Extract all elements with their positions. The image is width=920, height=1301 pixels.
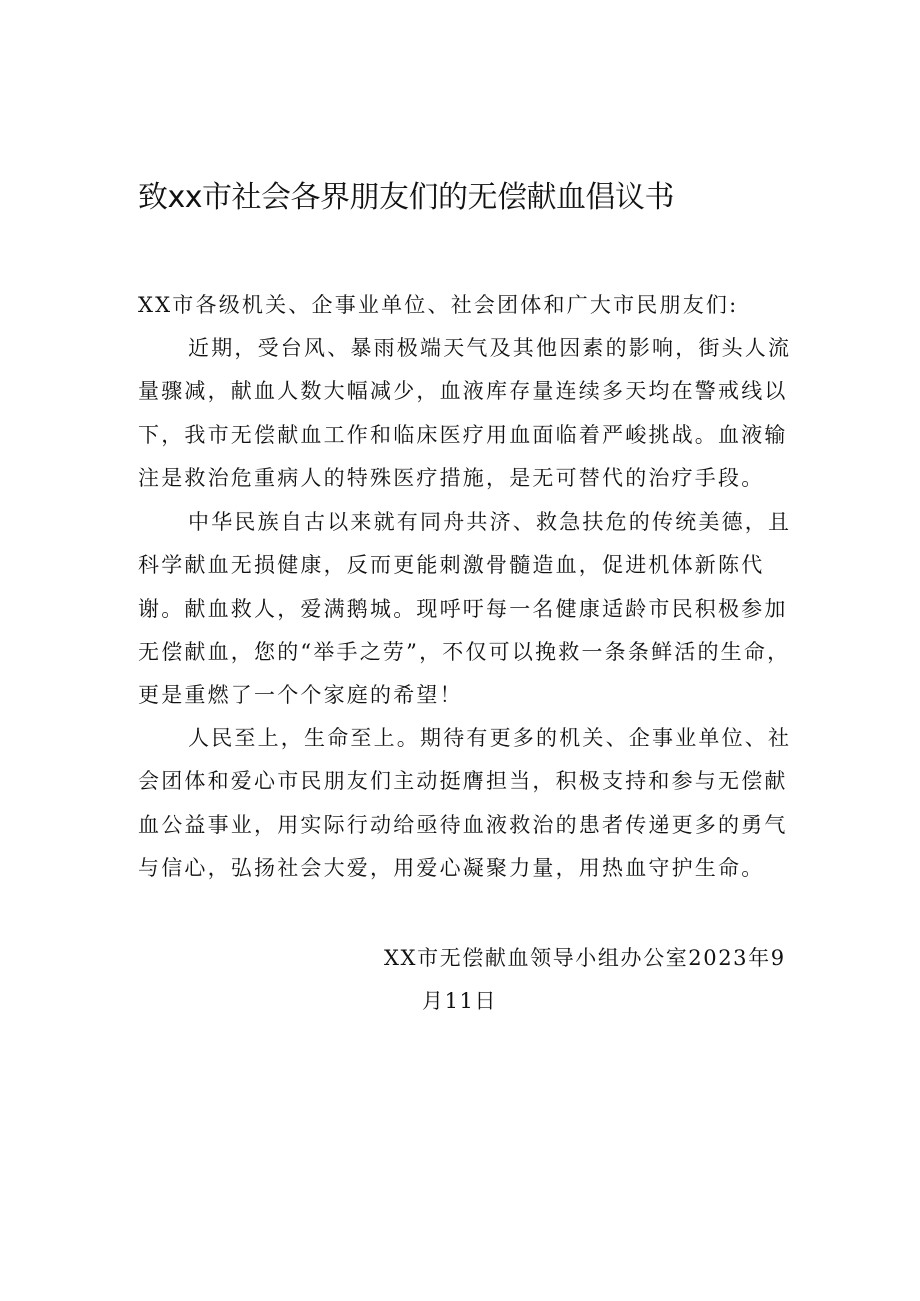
signature-block xyxy=(384,937,804,1024)
paragraph-1: 近期，受台风、暴雨极端天气及其他因素的影响，街头人流量骤减，献血人数大幅减少，血液库存量连续多天均在警戒线以下，我市无偿献血工作和临床医疗用血面临着严峻挑战。血液输注是救治危重病人的特殊医疗措施，是无可替代的治疗手段。 xyxy=(138,336,792,490)
document-title: 致xx市社会各界朋友们的无偿献血倡议书 xyxy=(138,180,675,215)
salutation: XX市各级机关、企事业单位、社会团体和广大市民朋友们: xyxy=(138,293,739,317)
paragraph-3: 人民至上，生命至上。期待有更多的机关、企事业单位、社会团体和爱心市民朋友们主动挺膺担当，积极支持和参与无偿献血公益事业，用实际行动给亟待血液救治的患者传递更多的勇气与信心，弘扬社会大爱，用爱心凝聚力量，用热血守护生命。 xyxy=(138,726,792,880)
signature-date: 月11日 xyxy=(422,989,498,1014)
paragraph-2: 中华民族自古以来就有同舟共济、救急扶危的传统美德，且科学献血无损健康，反而更能刺激骨髓造血，促进机体新陈代谢。献血救人，爱满鹅城。现呼吁每一名健康适龄市民积极参加无偿献血，您的“举手之劳”，不仅可以挽救一条条鲜活的生命，更是重燃了一个个家庭的希望！ xyxy=(138,510,792,708)
signature-issuer: XX市无偿献血领导小组办公室2023年9 xyxy=(384,946,786,970)
